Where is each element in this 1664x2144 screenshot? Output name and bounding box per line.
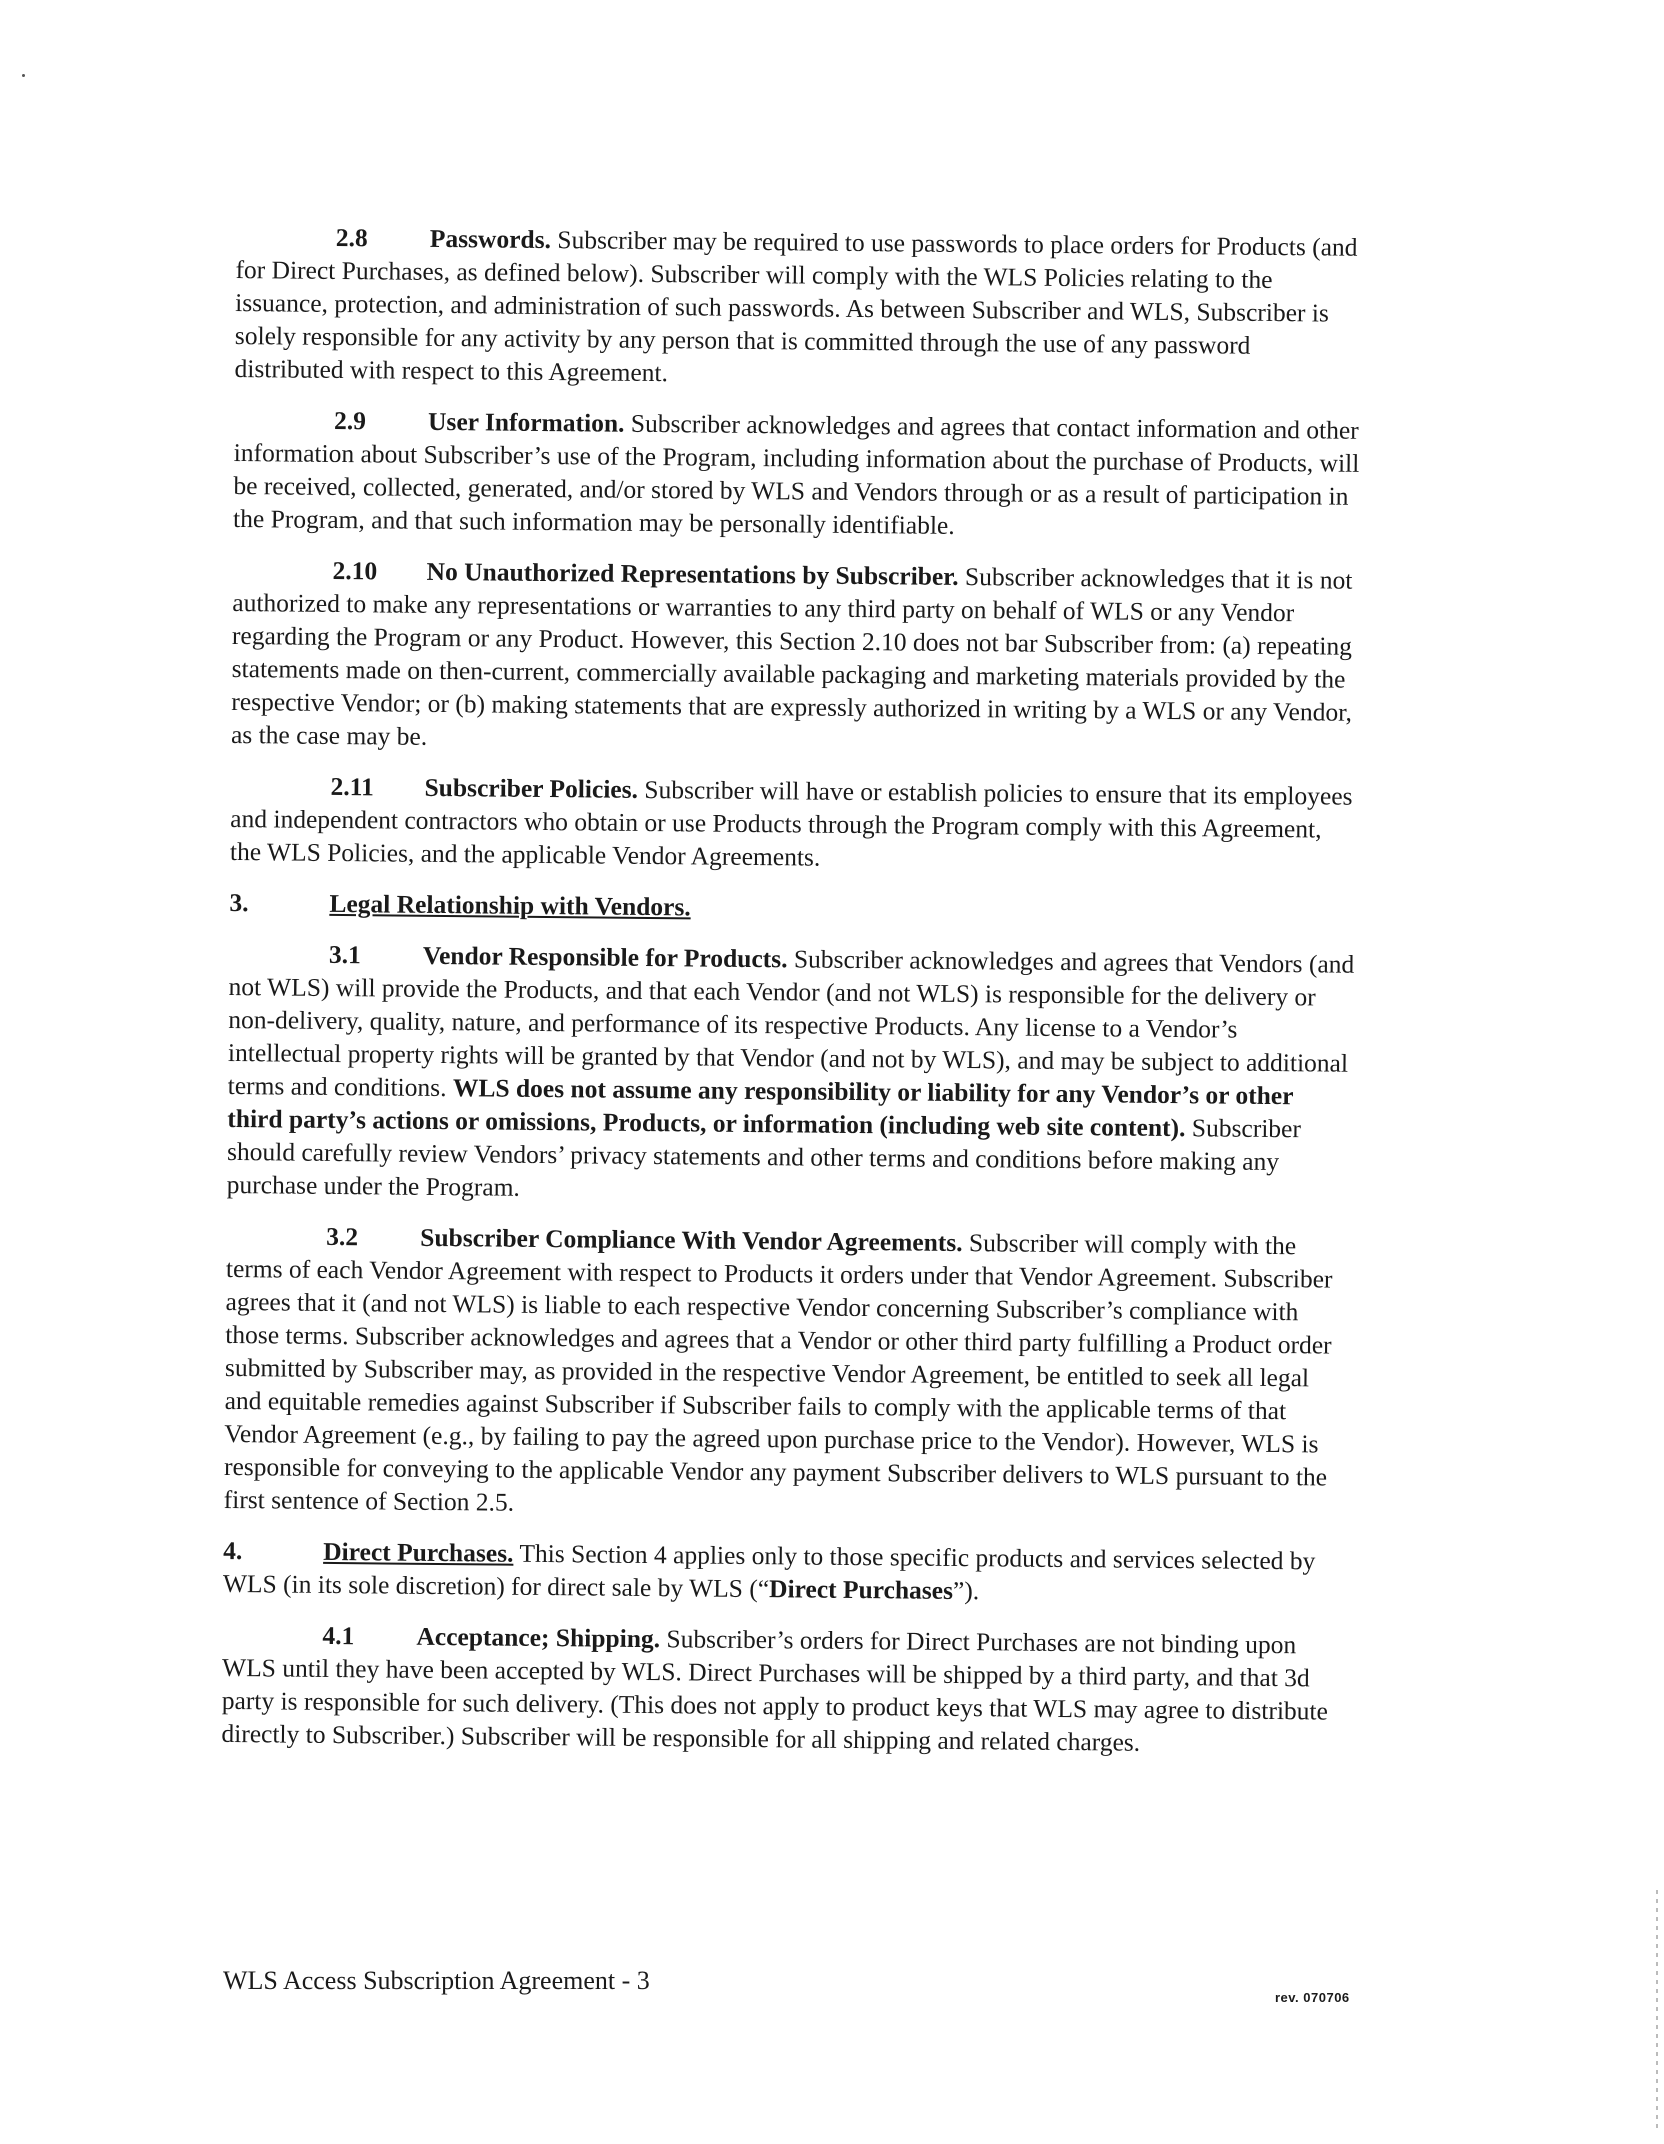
defined-term: Direct Purchases bbox=[768, 1574, 954, 1605]
section-2-11 bbox=[230, 769, 1357, 879]
section-number: 2.8 bbox=[335, 222, 368, 253]
scan-speck bbox=[22, 74, 25, 77]
section-text: Subscriber’s orders for Direct Purchases are not binding upon WLS until they have been accepted by WLS. Direct Purchases will be shipped by a third party, and that 3d party is responsible for such delivery. (This does not apply to product keys that WLS may agree to distribute directly to Subscriber.) Subscriber will be responsible for all shipping and related charges. bbox=[221, 1624, 1329, 1757]
section-title: Passwords. bbox=[429, 223, 552, 255]
section-4 bbox=[223, 1534, 1350, 1611]
section-number: 3. bbox=[229, 887, 249, 918]
section-title: Subscriber Compliance With Vendor Agreements. bbox=[420, 1222, 963, 1258]
section-text: Subscriber acknowledges that it is not authorized to make any representations or warranties to any third party on behalf of WLS or any Vendor regarding the Program or any Product. However, this Section 2.10 does not bar Subscriber from: (a) repeating statements made on then-current, commercially available packaging and marketing materials provided by the respective Vendor; or (b) making statements that are expressly authorized in writing by a WLS or any Vendor, as the case may be. bbox=[230, 561, 1353, 751]
section-text: Subscriber acknowledges and agrees that Vendors (and not WLS) will provide the Products, and that each Vendor (and not WLS) is responsible for the delivery or non-delivery, quality, nature, and performance of its respective Products. Any license to a Vendor’s intellectual property rights will be granted by that Vendor (and not by WLS), and may be subject to additional terms and conditions. bbox=[227, 944, 1355, 1103]
section-text: Subscriber may be required to use passwords to place orders for Products (and for Direct Purchases, as defined below). Subscriber will comply with the WLS Policies relating to the issuance, protection, and administration of such passwords. As between Subscriber and WLS, Subscriber is solely responsible for any activity by any person that is committed through the use of any password distributed with respect to this Agreement. bbox=[234, 225, 1358, 388]
section-2-9 bbox=[233, 403, 1360, 546]
section-3-1 bbox=[227, 937, 1355, 1212]
scan-edge-mark bbox=[1656, 1890, 1658, 2130]
section-title: No Unauthorized Representations by Subscriber. bbox=[426, 556, 959, 591]
page-footer-title: WLS Access Subscription Agreement - 3 bbox=[223, 1966, 650, 1995]
section-4-1 bbox=[221, 1618, 1348, 1761]
section-text: Subscriber will have or establish policies to ensure that its employees and independent contractors who obtain or use Products through the Program comply with this Agreement, the WLS Policies, and the applicable Vendor Agreements. bbox=[229, 774, 1353, 872]
section-title: User Information. bbox=[427, 406, 625, 438]
section-number: 3.1 bbox=[328, 939, 361, 970]
section-title: Vendor Responsible for Products. bbox=[422, 940, 788, 974]
section-number: 3.2 bbox=[326, 1221, 359, 1252]
section-3-2 bbox=[224, 1219, 1353, 1527]
section-text-end: ”). bbox=[952, 1575, 980, 1606]
section-3-heading bbox=[229, 886, 1355, 930]
section-title: Subscriber Policies. bbox=[424, 772, 639, 804]
section-heading: Direct Purchases. bbox=[323, 1536, 514, 1568]
section-number: 2.10 bbox=[332, 555, 378, 586]
section-2-10 bbox=[231, 553, 1359, 762]
section-number: 2.9 bbox=[333, 405, 367, 436]
section-number: 4. bbox=[223, 1535, 243, 1566]
revision-code: rev. 070706 bbox=[1275, 1990, 1350, 2005]
section-2-8 bbox=[234, 220, 1362, 396]
document-body bbox=[221, 220, 1362, 1779]
section-number: 2.11 bbox=[330, 771, 374, 802]
section-text: This Section 4 applies only to those specific products and services selected by WLS (in its sole discretion) for direct sale by WLS (“ bbox=[222, 1538, 1316, 1604]
disclaimer-text: WLS does not assume any responsibility or liability for any Vendor’s or other third party’s actions or omissions, Products, or information (including web site content). bbox=[227, 1073, 1294, 1143]
section-text: Subscriber acknowledges and agrees that contact information and other information about Subscriber’s use of the Program, including information about the purchase of Products, will be received, collected, generated, and/or stored by WLS and Vendors through or as a result of participation in the Program, and that such information may be personally identifiable. bbox=[232, 408, 1360, 540]
section-number: 4.1 bbox=[322, 1620, 355, 1651]
section-title: Acceptance; Shipping. bbox=[416, 1621, 661, 1654]
section-text-continued: Subscriber should carefully review Vendors’ privacy statements and other terms and conditions before making any purchase under the Program. bbox=[226, 1113, 1302, 1202]
section-text: Subscriber will comply with the terms of each Vendor Agreement with respect to Products it orders under that Vendor Agreement. Subscriber agrees that it (and not WLS) is liable to each respective Vendor concerning Subscriber’s compliance with those terms. Subscriber acknowledges and agrees that a Vendor or other third party fulfilling a Product order submitted by Subscriber may, as provided in the respective Vendor Agreement, be entitled to seek all legal and equitable remedies against Subscriber if Subscriber fails to comply with the applicable terms of that Vendor Agreement (e.g., by failing to pay the agreed upon purchase price to the Vendor). However, WLS is responsible for conveying to the applicable Vendor any payment Subscriber delivers to WLS pursuant to the first sentence of Section 2.5. bbox=[223, 1228, 1333, 1517]
section-heading: Legal Relationship with Vendors. bbox=[329, 888, 691, 922]
